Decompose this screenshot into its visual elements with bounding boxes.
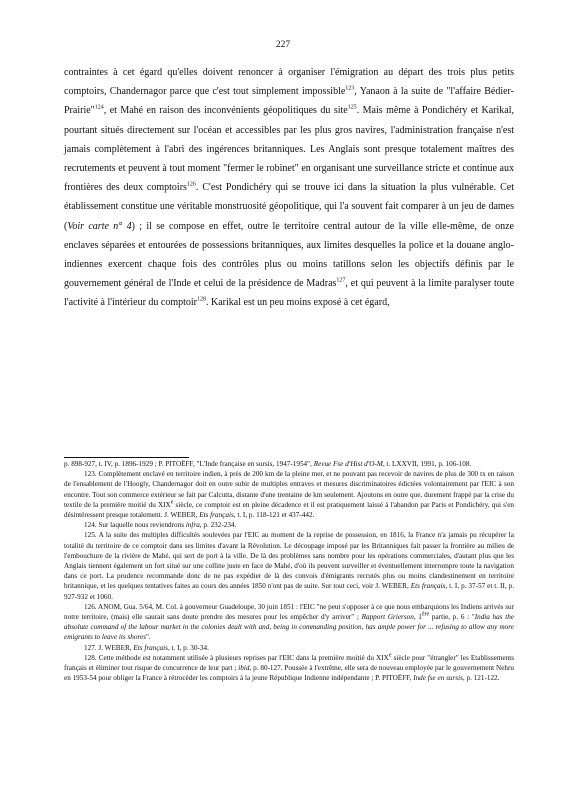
footnote	[64, 602, 514, 643]
text-run: partie, p. 6 : "	[429, 613, 475, 622]
footnote-separator	[64, 457, 189, 458]
text-run: siècle, ce comptoir est en pleine décadence et il est pratiquement laissé à l'abandon par Paris et Pondichéry, qui s'en désintéressent presque totalement. J. WEBER,	[64, 500, 514, 520]
text-run: , t. I, p. 30-34.	[167, 643, 209, 652]
text-run: , 1	[413, 613, 422, 622]
text-run: , t. I, p. 118-121 et 437-442.	[233, 511, 315, 520]
body-text	[64, 63, 514, 313]
text-run: p. 898-927, t. IV, p. 1896-1929 ; P. PITOËFF, "L'Inde française en sursis, 1947-1954",	[64, 460, 314, 468]
note-reference: 127	[336, 277, 346, 284]
text-run: . Karikal est un peu moins exposé à cet égard,	[206, 297, 390, 309]
italic-text: Rapport Grierson	[361, 613, 414, 622]
italic-text: Ets français	[410, 582, 446, 591]
text-run: 126. ANOM, Gua. 5/64, M. Col. à gouverneur Guadeloupe, 30 juin 1851 : l'EIC "ne peut s'opposer à ce que nous embarquions les Indiens arrivés sur notre territoire, (mais) elle saurait sans doute prendre des mesures pour les empêcher d'y arriver" ;	[64, 602, 514, 622]
text-run: , t. LXXVII, 1991, p. 106-108.	[382, 460, 472, 468]
italic-text: ibid	[238, 664, 250, 673]
note-reference: 128	[197, 297, 207, 304]
text-run: , p. 80-127. Poussée à l'extrême, elle sera de nouveau employée par le gouvernement Nehru en 1953-54 pour obliger la France à rétrocéder les comptoirs à la jeune République Indienne indépendante ; P. PITOËFF,	[64, 664, 514, 683]
note-reference: ère	[421, 611, 430, 618]
italic-text: Ets français	[199, 511, 234, 520]
text-run: , t. I, p. 37-57 et t. II, p. 927-932 et 1060.	[64, 582, 514, 601]
footnote	[64, 653, 514, 684]
italic-text: Ets français	[133, 643, 168, 652]
italic-text: Revue Fse d'Hist d'O-M	[313, 460, 383, 468]
note-reference: 124	[94, 105, 104, 112]
text-run: 123. Complètement enclavé en territoire indien, à près de 200 km de la pleine mer, et ne pouvant pas recevoir de navires de plus de 300 tx en raison de l'ensablement de l'Hoogly, Chandernagor doit en outre subir de multiples entraves et mesures discriminatoires édictées volontairement par l'EIC à son encontre. Tout son commerce extérieur se fait par Calcutta, distante d'une trentaine de km seulement. Ajoutons en outre que, durement frappé par la crise du textile de la première moitié du XIX	[64, 470, 514, 509]
body-paragraph	[64, 63, 514, 313]
footnote	[64, 530, 514, 601]
footnote	[64, 469, 514, 520]
text-run: contraintes à cet égard qu'elles doivent renoncer à organiser l'émigration au départ des trois plus petits comptoirs, Chandernagor parce que c'est tout simplement impossible	[64, 67, 514, 98]
text-run: . C'est Pondichéry qui se trouve ici dans la situation la plus vulnérable. Cet établissement constitue une véritable monstruosité géopolitique, qui l'a souvent fait comparer à un jeu de dames (	[64, 182, 514, 232]
note-reference: 123	[345, 85, 355, 92]
page-number: 227	[275, 40, 291, 50]
text-run: 125. A la suite des multiples difficultés soulevées par l'EIC au moment de la reprise de possession, en 1816, la France n'a jamais pu récupérer la totalité du territoire de ce comptoir dans ses limites d'avant la Révolution. Le découpage imposé par les Britanniques fait passer la frontière au milieu de l'embouchure de la rivière de Mahé, qui sert de port à la ville. De là des problèmes sans nombre pour les opérations commerciales, d'autant plus que les Anglais tiennent également un fort situé sur une colline juste en face de Mahé, d'où ils peuvent surveiller et éventuellement interrompre toute la navigation dans ce port. La prudence recommande donc de ne pas expédier de là des convois d'émigrants recrutés plus ou moins clandestinement en territoire britannique, et les quelques tentatives faites au cours des années 1850 n'ont pas de suite. Sur tout ceci, voir J. WEBER,	[64, 531, 514, 591]
text-run: ) ; il se compose en effet, outre le territoire central autour de la ville elle-même, de onze enclaves séparées et entourées de possessions britanniques, aux limites desquelles la police et la douane anglo-indiennes exercent chaque fois des contrôles plus ou moins tatillons selon les objectifs définis par le gouvernement général de l'Inde et celui de la présidence de Madras	[64, 220, 514, 290]
text-run: , p. 121-122.	[462, 674, 500, 683]
note-reference: 126	[186, 181, 196, 188]
text-run: , p. 232-234.	[199, 521, 237, 530]
footnotes	[64, 459, 514, 683]
italic-text: Voir carte n° 4	[67, 220, 132, 232]
italic-text: India has the absolute command of the labour market in the colonies dealt with and, being in commanding position, has ample power for ... refusing to allow any more emigrants to leave its shores	[64, 613, 515, 642]
note-reference: 125	[347, 105, 357, 112]
text-run: ".	[145, 633, 151, 642]
italic-text: infra	[185, 521, 200, 530]
footnote	[64, 643, 514, 653]
footnote	[64, 520, 514, 530]
note-reference: e	[388, 652, 392, 659]
footnote-continuation	[64, 459, 514, 469]
note-reference: e	[170, 499, 174, 506]
text-run: 128. Cette méthode est notamment utilisée à plusieurs reprises par l'EIC dans la première moitié du XIX	[84, 653, 389, 662]
text-run: . Mais même à Pondichéry et Karikal, pourtant situés directement sur l'océan et accessibles par les plus gros navires, l'administration française n'est jamais complètement à l'abri des ingérences britanniques. Les Anglais sont presque totalement maîtres des recrutements et peuvent à tout moment "fermer le robinet" en organisant une surveillance stricte et continue aux frontières des deux comptoirs	[64, 105, 514, 194]
text-run: siècle pour "étrangler" les Etablissements français et éliminer tout risque de concurrence de leur part ;	[64, 653, 514, 673]
text-run: , Yanaon à la suite de "l'affaire Bédier-Prairie"	[64, 86, 514, 117]
text-run: , et Mahé en raison des inconvénients géopolitiques du site	[103, 105, 348, 117]
text-run: , et qui peuvent à la limite paralyser toute l'activité à l'intérieur du comptoir	[64, 278, 515, 309]
text-run: 124. Sur laquelle nous reviendrons	[84, 521, 186, 530]
italic-text: Inde fse en sursis	[413, 674, 463, 683]
text-run: 127. J. WEBER,	[84, 643, 134, 652]
